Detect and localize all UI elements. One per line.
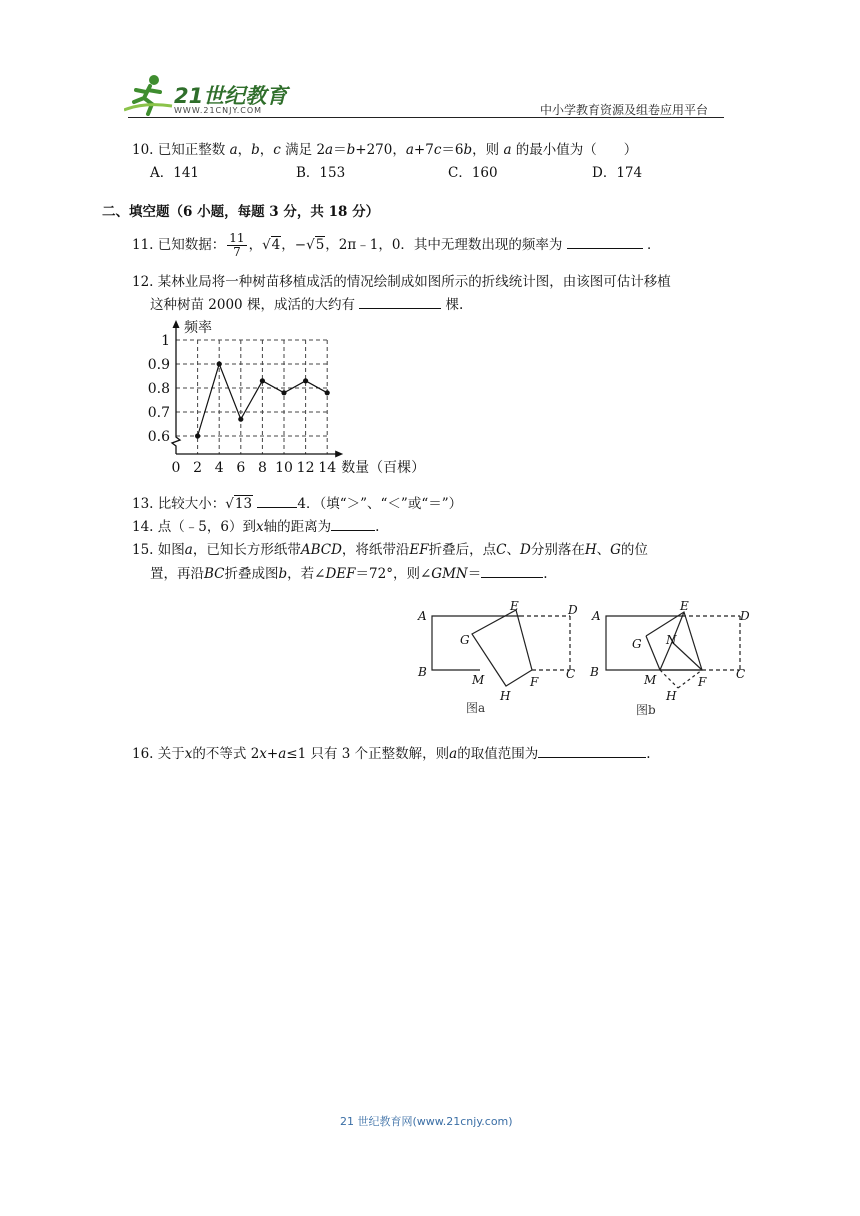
x-tick-label: 0 (171, 460, 181, 476)
option-a: A．141 (150, 165, 200, 181)
data-point (217, 361, 222, 366)
figure-b (606, 612, 740, 688)
fig-b-label-E: E (680, 599, 689, 613)
x-tick-label: 10 (275, 460, 293, 476)
logo-url: WWW.21CNJY.COM (174, 106, 263, 115)
option-d: D．174 (592, 165, 643, 181)
question-11: 11. 已知数据： $\frac{11}{7}$ ，√4，−√5，2π﹣1，0．其中无理数出现的频率为 ． (132, 231, 661, 259)
question-15-line1: 15. 如图a，已知长方形纸带ABCD，将纸带沿EF折叠后，点C、D分别落在H、G的位 (132, 542, 648, 558)
data-point (303, 378, 308, 383)
option-b: B．153 (296, 165, 346, 181)
fig-b-caption: 图b (636, 703, 656, 717)
fig-b-label-A: A (592, 609, 601, 623)
fig-b-label-G: G (632, 637, 642, 651)
section-title: 二、填空题（6 小题，每题 3 分，共 18 分） (102, 204, 380, 220)
question-14: 14. 点（﹣5，6）到x轴的距离为 . (132, 516, 379, 537)
x-tick-label: 8 (257, 460, 267, 476)
fig-b-label-F: F (698, 675, 707, 689)
platform-name: 中小学教育资源及组卷应用平台 (540, 103, 709, 117)
question-10: 10. 已知正整数 a，b，c 满足 2a＝b+270，a+7c＝6b，则 a 的最小值为（ ） (132, 142, 638, 158)
y-axis (172, 326, 180, 454)
data-point (260, 378, 265, 383)
answer-blank[interactable] (331, 516, 375, 531)
fig-a-label-A: A (418, 609, 427, 623)
fraction: $\frac{11}{7}$ (229, 231, 245, 259)
y-tick-label: 0.9 (147, 357, 170, 373)
y-axis-arrow (173, 320, 180, 328)
x-tick-label: 6 (236, 460, 246, 476)
folding-figures (410, 596, 760, 718)
x-axis-label: 数量（百棵） (341, 460, 426, 476)
data-point (238, 417, 243, 422)
y-tick-label: 0.6 (147, 429, 170, 445)
y-tick-label: 0.7 (147, 405, 170, 421)
x-tick-label: 14 (318, 460, 337, 476)
fig-b-label-N: N (666, 633, 677, 647)
fig-a-label-M: M (472, 673, 485, 687)
question-13: 13. 比较大小：√13 4．（填“＞”、“＜”或“＝”） (132, 493, 462, 514)
fig-a-label-B: B (418, 665, 427, 679)
answer-blank[interactable] (538, 743, 646, 758)
fig-a-label-D: D (568, 603, 578, 617)
x-axis-arrow (335, 451, 343, 458)
data-point (325, 390, 330, 395)
question-12-line1: 12. 某林业局将一种树苗移植成活的情况绘制成如图所示的折线统计图，由该图可估计移植 (132, 274, 671, 290)
line-chart (140, 316, 440, 484)
fig-a-label-F: F (530, 675, 539, 689)
y-axis-label: 频率 (184, 320, 212, 336)
header-divider (128, 117, 724, 118)
fig-a-label-H: H (500, 689, 511, 703)
fig-a-caption: 图a (466, 701, 486, 715)
question-12-line2: 这种树苗 2000 棵，成活的大约有 棵. (150, 294, 463, 315)
logo-text: 21世纪教育 (174, 84, 288, 108)
option-c: C．160 (448, 165, 498, 181)
y-tick-label: 0.8 (147, 381, 170, 397)
data-point (195, 433, 200, 438)
logo-runner-icon (124, 72, 176, 116)
question-16: 16. 关于x的不等式 2x+a≤1 只有 3 个正整数解，则a的取值范围为 . (132, 743, 651, 764)
y-tick-label: 1 (161, 333, 170, 349)
fig-a-label-C: C (566, 667, 576, 681)
answer-blank[interactable] (359, 294, 441, 309)
x-tick-label: 4 (214, 460, 224, 476)
x-tick-label: 12 (296, 460, 315, 476)
fig-a-label-E: E (510, 599, 519, 613)
fig-b-label-H: H (666, 689, 677, 703)
fig-a-label-G: G (460, 633, 470, 647)
question-15-line2: 置，再沿BC折叠成图b，若∠DEF＝72°，则∠GMN＝ . (150, 563, 548, 584)
fig-b-label-C: C (736, 667, 746, 681)
x-tick-label: 2 (193, 460, 203, 476)
footer-text: 21 世纪教育网(www.21cnjy.com) (340, 1115, 513, 1128)
fig-b-label-M: M (644, 673, 657, 687)
answer-blank[interactable] (257, 493, 297, 508)
answer-blank[interactable] (567, 234, 643, 249)
answer-blank[interactable] (481, 563, 543, 578)
fig-b-label-B: B (590, 665, 599, 679)
data-point (281, 390, 286, 395)
figure-a (432, 610, 570, 686)
fig-b-label-D: D (740, 609, 750, 623)
